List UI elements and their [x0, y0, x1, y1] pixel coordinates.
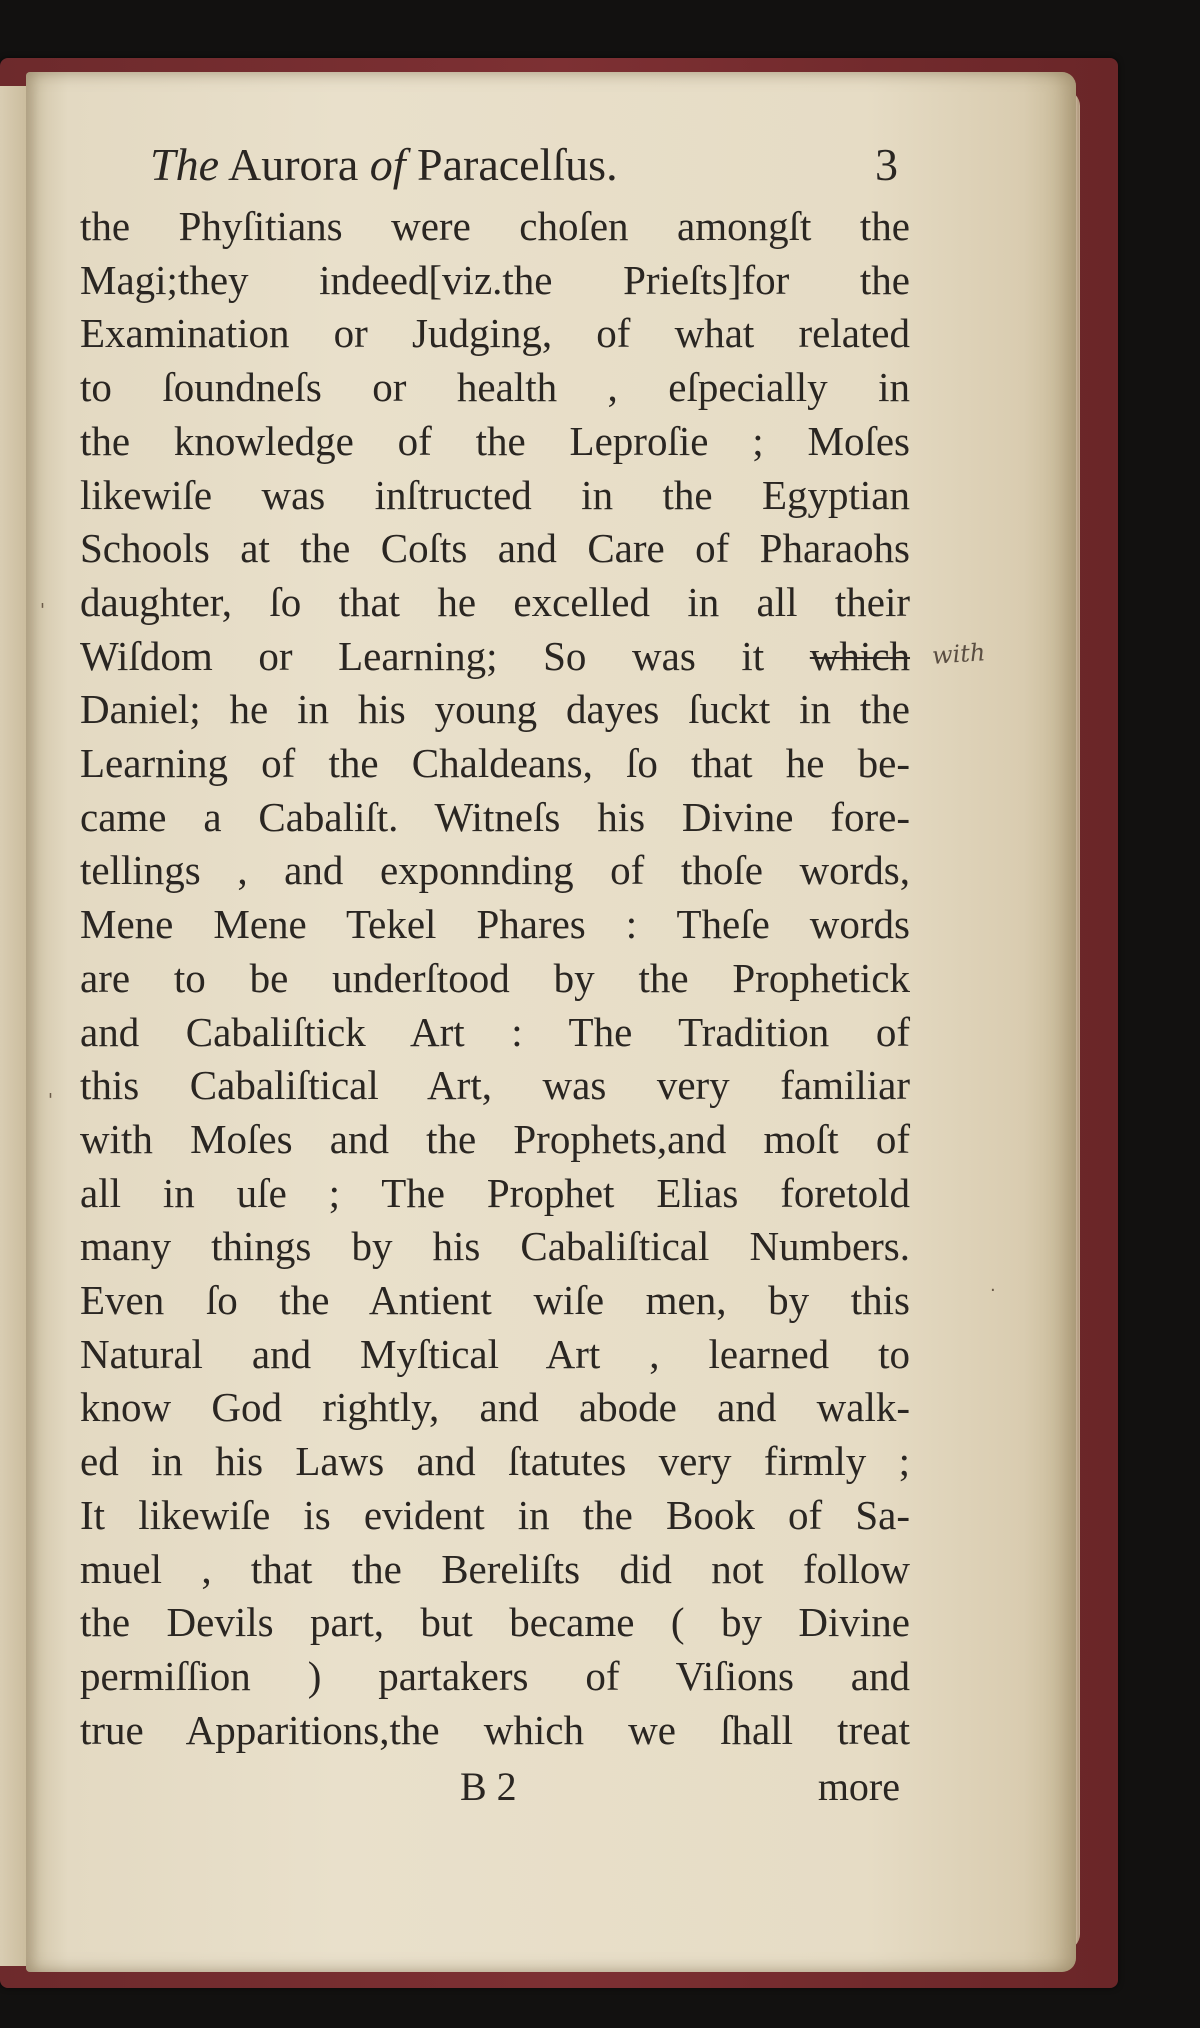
- text-line: to ſoundneſs or health , eſpecially in: [80, 364, 910, 411]
- text-line: tellings , and exponnding of thoſe words,: [80, 847, 910, 894]
- running-head: [80, 130, 910, 200]
- text-line: Learning of the Chaldeans, ſo that he be-: [80, 740, 910, 787]
- text-line: came a Cabaliſt. Witneſs his Divine fore-: [80, 793, 910, 840]
- page-footer: [80, 1757, 910, 1817]
- text-line: Daniel; he in his young dayes ſuckt in the: [80, 686, 910, 733]
- page-number: 3: [875, 139, 898, 190]
- title-prefix: The: [150, 139, 219, 190]
- handwritten-margin-note: with: [931, 638, 987, 670]
- text-line: Magi;they indeed[viz.the Prieſts]for the: [80, 256, 910, 303]
- text-line: the Devils part, but became ( by Divine: [80, 1599, 910, 1646]
- text-line: and Cabaliſtick Art : The Tradition of: [80, 1008, 910, 1055]
- text-line: know God rightly, and abode and walk-: [80, 1384, 910, 1431]
- facing-page-edge: [0, 86, 28, 1966]
- body-text: [80, 200, 910, 1757]
- text-line-with-strike: [80, 630, 910, 684]
- paper-speck: ': [40, 600, 45, 621]
- running-title: [150, 130, 618, 200]
- text-line: with Moſes and the Prophets,and moſt of: [80, 1115, 910, 1162]
- text-line: the Phyſitians were choſen amongſt the: [80, 203, 910, 249]
- text-line: are to be underſtood by the Prophetick: [80, 954, 910, 1001]
- text-line: Examination or Judging, of what related: [80, 310, 910, 357]
- text-line: the knowledge of the Leproſie ; Moſes: [80, 417, 910, 464]
- text-line: Schools at the Coſts and Care of Pharaohs: [80, 525, 910, 572]
- catchword: more: [817, 1764, 900, 1810]
- text-line-start: Wiſdom or Learning; So was it: [80, 632, 765, 679]
- text-line: this Cabaliſtical Art, was very familiar: [80, 1062, 910, 1109]
- signature-mark: B 2: [460, 1764, 517, 1810]
- text-line: muel , that the Bereliſts did not follow: [80, 1545, 910, 1592]
- text-line: true Apparitions,the which we ſhall treat: [80, 1706, 910, 1753]
- text-line: many things by his Cabaliſtical Numbers.: [80, 1223, 910, 1270]
- title-of: of: [369, 139, 406, 190]
- text-line: Mene Mene Tekel Phares : Theſe words: [80, 901, 910, 948]
- page-text: [80, 130, 910, 1817]
- text-line: Natural and Myſtical Art , learned to: [80, 1330, 910, 1377]
- paper-speck: ': [48, 1090, 53, 1111]
- struck-word: which: [809, 632, 911, 679]
- title-name: Paracelſus.: [417, 139, 618, 190]
- text-line: ed in his Laws and ſtatutes very firmly ;: [80, 1438, 910, 1485]
- title-word: Aurora: [227, 139, 359, 190]
- text-line: daughter, ſo that he excelled in all their: [80, 578, 910, 625]
- paper-speck: ·: [990, 1280, 996, 1301]
- text-line: permiſſion ) partakers of Viſions and: [80, 1652, 910, 1699]
- text-line: It likewiſe is evident in the Book of Sa-: [80, 1491, 910, 1538]
- text-line: Even ſo the Antient wiſe men, by this: [80, 1277, 910, 1324]
- text-line: all in uſe ; The Prophet Elias foretold: [80, 1169, 910, 1216]
- text-line: likewiſe was inſtructed in the Egyptian: [80, 471, 910, 518]
